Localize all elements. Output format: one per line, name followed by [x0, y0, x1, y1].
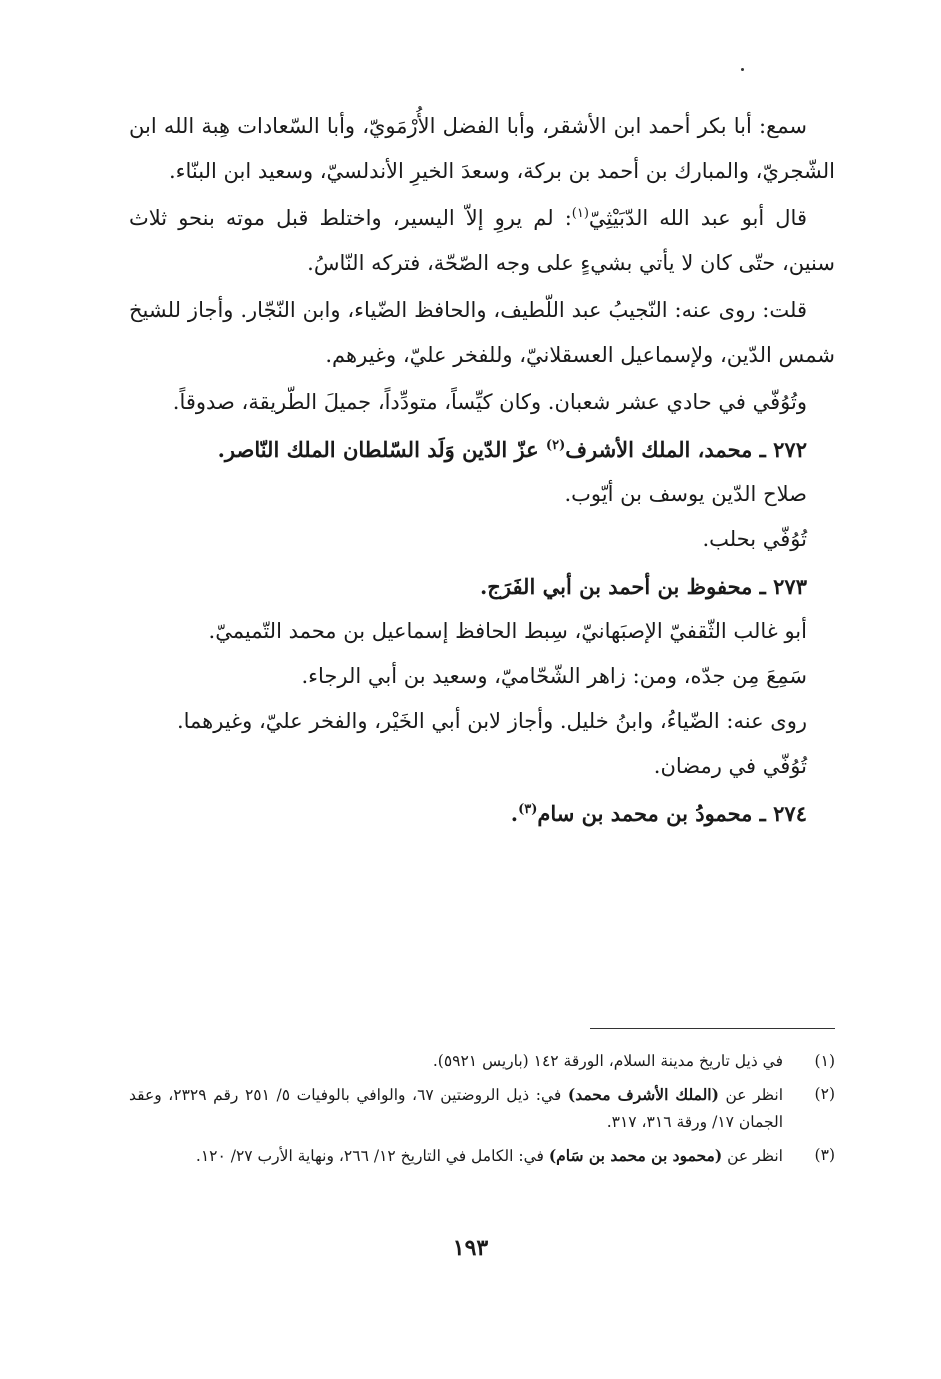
footnote-text: في ذيل تاريخ مدينة السلام، الورقة ١٤٢ (باريس ٥٩٢١). — [432, 1052, 783, 1070]
footnote-2 — [129, 1081, 835, 1136]
footnote-text — [129, 1142, 783, 1170]
entry-273-heading: ٢٧٣ ـ محفوظ بن أحمد بن أبي الفَرَج. — [479, 574, 807, 599]
footnote-text-part: انظر عن — [718, 1086, 783, 1104]
footnote-text-part: انظر عن — [722, 1147, 783, 1165]
page-number: ١٩٣ — [452, 1235, 489, 1261]
entry-272-line-2: تُوُفّي بحلب. — [702, 527, 807, 551]
quote-intro: قال أبو عبد الله الدّبَيْثِيّ — [588, 206, 807, 230]
page-mark — [741, 68, 744, 71]
footnote-text — [129, 1081, 783, 1136]
paragraph-teachers: سمع: أبا بكر أحمد ابن الأشقر، وأبا الفضل الأُرْمَويّ، وأبا السّعادات هِبة الله ابن الشّجريّ، والمبارك بن أحمد بن بركة، وسعدَ الخيرِ الأندلسيّ، وسعيد ابن البنّاء. — [129, 114, 835, 183]
entry-274-end: . — [510, 801, 519, 826]
footnote-text-part: في: الكامل في التاريخ ١٢/ ٢٦٦، ونهاية الأرب ٢٧/ ١٢٠. — [195, 1147, 549, 1165]
entry-273-line-1: أبو غالب الثّقفيّ الإصبَهانيّ، سِبط الحافظ إسماعيل بن محمد التّميميّ. — [208, 619, 807, 643]
entry-273-line-3: روى عنه: الضّياءُ، وابنُ خليل. وأجاز لابن أبي الخَيْر، والفخر عليّ، وغيرهما. — [176, 709, 807, 733]
footnote-ref-3[interactable]: (٣) — [518, 802, 538, 817]
footnotes — [129, 1048, 835, 1176]
entry-272-heading — [129, 427, 835, 472]
entry-273-line-4: تُوُفّي في رمضان. — [653, 754, 807, 778]
entry-272-name-cont: عزّ الدّين وَلَد السّلطان الملك النّاصر. — [217, 437, 546, 462]
footnote-1 — [129, 1048, 835, 1075]
entry-274-heading — [129, 791, 835, 836]
footnote-ref-2[interactable]: (٢) — [545, 438, 566, 453]
main-text — [129, 104, 835, 836]
paragraph-death: وتُوُفّي في حادي عشر شعبان. وكان كيِّساً، متودِّداً، جميلَ الطّريقة، صدوقاً. — [172, 390, 807, 414]
footnote-separator — [590, 1028, 835, 1029]
footnote-3 — [129, 1142, 835, 1170]
paragraph-narrators: قلت: روى عنه: النّجيبُ عبد اللّطيف، والحافظ الضّياء، وابن النّجّار. وأجاز للشيخ شمس الدّين، ولإسماعيل العسقلانيّ، وللفخر عليّ، وغيرهم. — [129, 298, 835, 367]
footnote-number: (١) — [814, 1052, 835, 1070]
footnote-subject: (محمود بن محمد بن سَام) — [548, 1146, 723, 1165]
paragraph-dubaythi-quote — [129, 196, 835, 286]
entry-273-line-2: سَمِعَ مِن جدّه، ومن: زاهر الشّحّاميّ، وسعيد بن أبي الرجاء. — [301, 664, 807, 688]
footnote-ref-1[interactable]: (١) — [571, 206, 589, 221]
footnote-number: (٢) — [814, 1085, 835, 1103]
footnote-subject: (الملك الأشرف محمد) — [567, 1085, 719, 1104]
entry-274-name: ٢٧٤ ـ محمودُ بن محمد بن سام — [537, 801, 807, 826]
footnote-text-part: في: ذيل الروضتين ٦٧، والوافي بالوفيات ٥/ ٢٥١ رقم ٢٣٢٩، وعقد الجمان ١٧/ ورقة ٣١٦، ٣١٧. — [129, 1086, 783, 1131]
footnote-number: (٣) — [814, 1146, 835, 1164]
entry-272-line-1: صلاح الدّين يوسف بن أيّوب. — [564, 482, 807, 506]
entry-272-name: ٢٧٢ ـ محمد، الملك الأشرف — [565, 437, 807, 462]
quote-text: : لم يروِ إلاّ اليسير، واختلط قبل موته بنحو ثلاث سنين، حتّى كان لا يأتي بشيءٍ على وجه الصّحّة، فتركه النّاسُ. — [129, 206, 835, 275]
